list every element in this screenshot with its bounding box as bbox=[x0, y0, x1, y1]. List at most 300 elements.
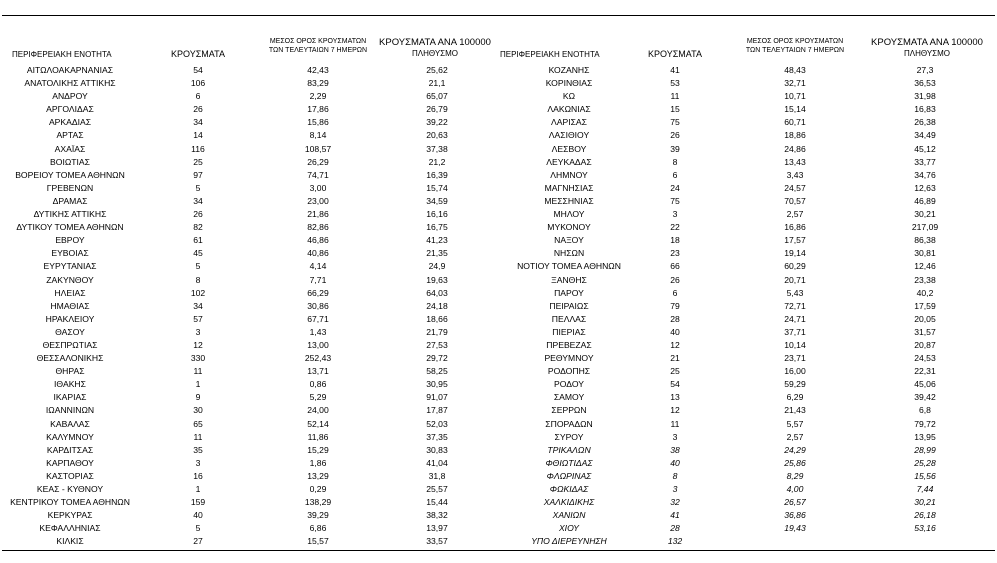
per100k-cell: 38,32 bbox=[426, 510, 448, 521]
header-avg-left bbox=[262, 38, 374, 55]
cases-cell: 21 bbox=[670, 353, 680, 364]
region-cell: ΣΑΜΟΥ bbox=[553, 392, 585, 403]
table-row bbox=[0, 444, 997, 457]
region-cell: ΜΥΚΟΝΟΥ bbox=[547, 222, 591, 233]
cases-cell: 1 bbox=[195, 379, 201, 390]
per100k-cell: 53,16 bbox=[914, 523, 936, 534]
per100k-cell: 12,63 bbox=[914, 182, 936, 193]
avg7-cell: 16,00 bbox=[784, 366, 806, 377]
region-cell: ΒΟΡΕΙΟΥ ΤΟΜΕΑ ΑΘΗΝΩΝ bbox=[15, 169, 125, 180]
region-cell: ΛΕΥΚΑΔΑΣ bbox=[546, 156, 592, 167]
avg7-cell: 19,14 bbox=[784, 248, 806, 259]
region-cell: ΚΟΖΑΝΗΣ bbox=[548, 65, 590, 75]
cases-cell: 25 bbox=[193, 156, 203, 167]
cases-cell: 102 bbox=[190, 287, 206, 298]
cases-cell: 6 bbox=[672, 287, 678, 298]
region-cell: ΦΘΙΩΤΙΔΑΣ bbox=[545, 457, 593, 468]
cases-cell: 24 bbox=[670, 182, 680, 193]
region-cell: ΚΑΣΤΟΡΙΑΣ bbox=[46, 470, 94, 481]
avg7-cell: 30,86 bbox=[307, 300, 329, 311]
cases-cell: 116 bbox=[191, 143, 205, 154]
avg7-cell: 26,57 bbox=[784, 497, 806, 508]
avg7-cell: 6,29 bbox=[786, 392, 804, 403]
cases-cell: 15 bbox=[670, 104, 680, 115]
cases-cell: 32 bbox=[670, 497, 680, 508]
region-cell: ΑΧΑΪΑΣ bbox=[54, 143, 86, 154]
cases-cell: 16 bbox=[193, 470, 203, 481]
cases-cell: 11 bbox=[670, 418, 680, 429]
header-avg-right bbox=[739, 38, 851, 55]
per100k-cell: 19,63 bbox=[426, 274, 448, 285]
per100k-cell: 65,07 bbox=[426, 91, 448, 102]
region-cell: ΔΥΤΙΚΗΣ ΑΤΤΙΚΗΣ bbox=[33, 209, 107, 220]
cases-cell: 53 bbox=[670, 78, 680, 89]
region-cell: ΠΕΛΛΑΣ bbox=[551, 313, 587, 324]
per100k-cell: 217,09 bbox=[911, 222, 939, 233]
region-cell: ΚΑΡΔΙΤΣΑΣ bbox=[46, 444, 94, 455]
header-avg-line1: ΜΕΣΟΣ ΟΡΟΣ ΚΡΟΥΣΜΑΤΩΝ bbox=[746, 38, 844, 45]
header-cases-left: ΚΡΟΥΣΜΑΤΑ bbox=[171, 49, 225, 59]
region-cell: ΕΒΡΟΥ bbox=[55, 235, 85, 246]
avg7-cell: 8,29 bbox=[786, 470, 804, 481]
table-row bbox=[0, 509, 997, 522]
per100k-cell: 91,07 bbox=[426, 392, 448, 403]
per100k-cell: 24,53 bbox=[914, 353, 936, 364]
region-cell: ΚΕΦΑΛΛΗΝΙΑΣ bbox=[39, 523, 101, 534]
cases-cell: 26 bbox=[670, 274, 680, 285]
cases-cell: 38 bbox=[670, 444, 680, 455]
cases-cell: 11 bbox=[193, 431, 203, 442]
cases-cell: 12 bbox=[670, 405, 680, 416]
cases-cell: 41 bbox=[670, 510, 680, 521]
per100k-cell: 20,05 bbox=[914, 313, 936, 324]
table-row bbox=[0, 169, 997, 182]
per100k-cell: 41,23 bbox=[426, 235, 448, 246]
cases-cell: 12 bbox=[670, 339, 680, 350]
cases-cell: 12 bbox=[193, 339, 203, 350]
cases-cell: 66 bbox=[670, 261, 680, 272]
per100k-cell: 24,18 bbox=[426, 300, 448, 311]
avg7-cell: 40,86 bbox=[307, 248, 329, 259]
region-cell: ΑΡΤΑΣ bbox=[56, 130, 84, 141]
region-cell: ΚΕΑΣ - ΚΥΘΝΟΥ bbox=[36, 484, 104, 494]
cases-cell: 13 bbox=[670, 392, 680, 403]
table-row bbox=[0, 391, 997, 404]
per100k-cell: 40,2 bbox=[916, 287, 934, 298]
region-cell: ΕΥΒΟΙΑΣ bbox=[51, 248, 89, 259]
table-row bbox=[0, 404, 997, 417]
cases-cell: 3 bbox=[672, 484, 678, 494]
region-cell: ΖΑΚΥΝΘΟΥ bbox=[46, 274, 94, 285]
region-cell: ΛΕΣΒΟΥ bbox=[551, 143, 587, 154]
cases-cell: 6 bbox=[672, 169, 678, 180]
table-row bbox=[0, 339, 997, 352]
cases-cell: 330 bbox=[190, 353, 206, 364]
cases-cell: 57 bbox=[193, 313, 203, 324]
region-cell: ΚΩ bbox=[562, 91, 576, 102]
avg7-cell: 24,86 bbox=[784, 143, 806, 154]
avg7-cell: 36,86 bbox=[784, 510, 806, 521]
region-cell: ΔΡΑΜΑΣ bbox=[52, 195, 88, 206]
per100k-cell: 46,89 bbox=[914, 195, 936, 206]
cases-cell: 9 bbox=[195, 392, 201, 403]
cases-cell: 25 bbox=[670, 366, 680, 377]
table-row bbox=[0, 103, 997, 116]
table-row bbox=[0, 143, 997, 156]
region-cell: ΑΝΑΤΟΛΙΚΗΣ ΑΤΤΙΚΗΣ bbox=[24, 78, 116, 89]
table-row bbox=[0, 208, 997, 221]
per100k-cell: 39,42 bbox=[914, 392, 936, 403]
per100k-cell: 25,28 bbox=[914, 457, 936, 468]
cases-cell: 75 bbox=[670, 117, 680, 128]
header-region-right: ΠΕΡΙΦΕΡΕΙΑΚΗ ΕΝΟΤΗΤΑ bbox=[500, 50, 600, 59]
per100k-cell: 31,57 bbox=[914, 326, 936, 337]
per100k-cell: 30,95 bbox=[426, 379, 448, 390]
region-cell: ΔΥΤΙΚΟΥ ΤΟΜΕΑ ΑΘΗΝΩΝ bbox=[16, 222, 124, 233]
per100k-cell: 27,3 bbox=[916, 65, 934, 75]
region-cell: ΜΑΓΝΗΣΙΑΣ bbox=[544, 182, 594, 193]
per100k-cell: 21,1 bbox=[428, 78, 446, 89]
cases-cell: 61 bbox=[193, 235, 203, 246]
per100k-cell: 37,35 bbox=[426, 431, 448, 442]
region-cell: ΜΗΛΟΥ bbox=[553, 209, 585, 220]
region-cell: ΘΕΣΣΑΛΟΝΙΚΗΣ bbox=[36, 353, 104, 364]
cases-cell: 35 bbox=[193, 444, 203, 455]
avg7-cell: 66,29 bbox=[307, 287, 329, 298]
per100k-cell: 58,25 bbox=[426, 366, 448, 377]
per100k-cell: 30,21 bbox=[914, 497, 936, 508]
table-row bbox=[0, 182, 997, 195]
cases-cell: 27 bbox=[193, 536, 203, 547]
per100k-cell: 17,59 bbox=[914, 300, 936, 311]
header-per100k-line2: ΠΛΗΘΥΣΜΟ bbox=[903, 48, 951, 58]
region-cell: ΚΕΡΚΥΡΑΣ bbox=[47, 510, 93, 521]
cases-cell: 5 bbox=[195, 261, 201, 272]
region-cell: ΚΑΛΥΜΝΟΥ bbox=[46, 431, 94, 442]
table-row bbox=[0, 116, 997, 129]
avg7-cell: 70,57 bbox=[784, 195, 806, 206]
region-cell: ΘΗΡΑΣ bbox=[55, 366, 85, 377]
cases-cell: 39 bbox=[670, 143, 680, 154]
per100k-cell: 27,53 bbox=[426, 339, 448, 350]
avg7-cell: 20,71 bbox=[784, 274, 806, 285]
avg7-cell: 21,86 bbox=[307, 209, 329, 220]
region-cell: ΝΟΤΙΟΥ ΤΟΜΕΑ ΑΘΗΝΩΝ bbox=[517, 261, 621, 272]
avg7-cell: 4,00 bbox=[786, 484, 804, 494]
per100k-cell: 33,57 bbox=[426, 536, 448, 547]
header-cases-right: ΚΡΟΥΣΜΑΤΑ bbox=[648, 49, 702, 59]
region-cell: ΠΕΙΡΑΙΩΣ bbox=[549, 300, 589, 311]
per100k-cell: 21,35 bbox=[426, 248, 448, 259]
cases-cell: 5 bbox=[195, 182, 201, 193]
table-row bbox=[0, 234, 997, 247]
cases-cell: 3 bbox=[195, 326, 201, 337]
cases-cell: 82 bbox=[193, 222, 203, 233]
avg7-cell: 1,86 bbox=[309, 457, 327, 468]
region-cell: ΤΡΙΚΑΛΩΝ bbox=[547, 444, 591, 455]
region-cell: ΕΥΡΥΤΑΝΙΑΣ bbox=[43, 261, 97, 272]
table-row bbox=[0, 326, 997, 339]
per100k-cell: 25,57 bbox=[426, 484, 448, 494]
per100k-cell: 18,66 bbox=[426, 313, 448, 324]
header-per100k-line1: ΚΡΟΥΣΜΑΤΑ ΑΝΑ 100000 bbox=[871, 37, 983, 48]
cases-cell: 3 bbox=[672, 209, 678, 220]
avg7-cell: 52,14 bbox=[307, 418, 329, 429]
avg7-cell: 60,29 bbox=[784, 261, 806, 272]
per100k-cell: 23,38 bbox=[914, 274, 936, 285]
per100k-cell: 26,18 bbox=[914, 510, 936, 521]
avg7-cell: 19,43 bbox=[784, 523, 806, 534]
table-row bbox=[0, 195, 997, 208]
avg7-cell: 8,14 bbox=[309, 130, 327, 141]
avg7-cell: 24,29 bbox=[784, 444, 806, 455]
avg7-cell: 82,86 bbox=[307, 222, 329, 233]
region-cell: ΑΝΔΡΟΥ bbox=[52, 91, 88, 102]
table-row bbox=[0, 496, 997, 509]
table-row bbox=[0, 287, 997, 300]
per100k-cell: 36,53 bbox=[914, 78, 936, 89]
per100k-cell: 30,21 bbox=[914, 209, 936, 220]
avg7-cell: 59,29 bbox=[784, 379, 806, 390]
per100k-cell: 79,72 bbox=[914, 418, 936, 429]
cases-cell: 8 bbox=[672, 156, 678, 167]
per100k-cell: 15,74 bbox=[426, 182, 448, 193]
avg7-cell: 0,29 bbox=[309, 484, 327, 494]
avg7-cell: 24,71 bbox=[784, 313, 806, 324]
avg7-cell: 25,86 bbox=[784, 457, 806, 468]
per100k-cell: 15,56 bbox=[914, 470, 936, 481]
region-cell: ΥΠΟ ΔΙΕΡΕΥΝΗΣΗ bbox=[531, 536, 607, 547]
table-row bbox=[0, 77, 997, 90]
per100k-cell: 13,95 bbox=[914, 431, 936, 442]
cases-cell: 97 bbox=[193, 169, 203, 180]
avg7-cell: 17,86 bbox=[307, 104, 329, 115]
table-row bbox=[0, 260, 997, 273]
cases-cell: 159 bbox=[190, 497, 206, 508]
region-cell: ΚΑΒΑΛΑΣ bbox=[50, 418, 90, 429]
bottom-rule bbox=[2, 550, 995, 551]
per100k-cell: 12,46 bbox=[914, 261, 936, 272]
per100k-cell: 34,49 bbox=[914, 130, 936, 141]
region-cell: ΧΑΛΚΙΔΙΚΗΣ bbox=[543, 497, 595, 508]
avg7-cell: 23,71 bbox=[784, 353, 806, 364]
table-row bbox=[0, 431, 997, 444]
per100k-cell: 20,63 bbox=[426, 130, 448, 141]
region-cell: ΚΟΡΙΝΘΙΑΣ bbox=[545, 78, 593, 89]
avg7-cell: 23,00 bbox=[307, 195, 329, 206]
avg7-cell: 16,86 bbox=[784, 222, 806, 233]
region-cell: ΧΙΟΥ bbox=[558, 523, 580, 534]
avg7-cell: 83,29 bbox=[307, 78, 329, 89]
avg7-cell: 2,57 bbox=[786, 209, 804, 220]
region-cell: ΧΑΝΙΩΝ bbox=[552, 510, 586, 521]
region-cell: ΘΑΣΟΥ bbox=[55, 326, 85, 337]
avg7-cell: 42,43 bbox=[307, 65, 329, 75]
avg7-cell: 108,57 bbox=[304, 143, 332, 154]
table-row bbox=[0, 535, 997, 548]
region-cell: ΦΩΚΙΔΑΣ bbox=[549, 484, 589, 494]
avg7-cell: 138,29 bbox=[304, 497, 332, 508]
avg7-cell: 60,71 bbox=[784, 117, 806, 128]
avg7-cell: 24,57 bbox=[784, 182, 806, 193]
cases-cell: 132 bbox=[667, 536, 683, 547]
per100k-cell: 25,62 bbox=[426, 65, 448, 75]
cases-cell: 26 bbox=[670, 130, 680, 141]
table-row bbox=[0, 457, 997, 470]
avg7-cell: 2,29 bbox=[309, 91, 327, 102]
region-cell: ΡΟΔΟΥ bbox=[554, 379, 584, 390]
header-avg-line1: ΜΕΣΟΣ ΟΡΟΣ ΚΡΟΥΣΜΑΤΩΝ bbox=[269, 38, 367, 45]
region-cell: ΝΗΣΩΝ bbox=[553, 248, 585, 259]
per100k-cell: 6,8 bbox=[919, 405, 931, 416]
region-cell: ΑΡΚΑΔΙΑΣ bbox=[48, 117, 92, 128]
per100k-cell: 64,03 bbox=[426, 287, 448, 298]
cases-cell: 6 bbox=[195, 91, 201, 102]
per100k-cell: 20,87 bbox=[914, 339, 936, 350]
region-cell: ΛΑΣΙΘΙΟΥ bbox=[548, 130, 590, 141]
per100k-cell: 26,38 bbox=[914, 117, 936, 128]
per100k-cell: 29,72 bbox=[426, 353, 448, 364]
region-cell: ΛΗΜΝΟΥ bbox=[550, 169, 588, 180]
avg7-cell: 48,43 bbox=[784, 65, 806, 75]
per100k-cell: 17,87 bbox=[426, 405, 448, 416]
per100k-cell: 28,99 bbox=[914, 444, 936, 455]
table-row bbox=[0, 64, 997, 77]
header-per100k-left bbox=[376, 38, 494, 59]
per100k-cell: 45,12 bbox=[914, 143, 936, 154]
per100k-cell: 16,83 bbox=[914, 104, 936, 115]
table-row bbox=[0, 365, 997, 378]
avg7-cell: 74,71 bbox=[307, 169, 329, 180]
region-cell: ΞΑΝΘΗΣ bbox=[551, 274, 587, 285]
avg7-cell: 15,29 bbox=[307, 444, 329, 455]
per100k-cell: 31,8 bbox=[428, 470, 446, 481]
per100k-cell: 52,03 bbox=[426, 418, 448, 429]
cases-cell: 34 bbox=[193, 300, 203, 311]
header-per100k-line1: ΚΡΟΥΣΜΑΤΑ ΑΝΑ 100000 bbox=[379, 37, 491, 48]
avg7-cell: 13,00 bbox=[307, 339, 329, 350]
avg7-cell: 72,71 bbox=[784, 300, 806, 311]
header-avg-line2: ΤΩΝ ΤΕΛΕΥΤΑΙΩΝ 7 ΗΜΕΡΩΝ bbox=[268, 46, 368, 54]
region-cell: ΗΡΑΚΛΕΙΟΥ bbox=[45, 313, 95, 324]
cases-cell: 45 bbox=[193, 248, 203, 259]
region-cell: ΡΕΘΥΜΝΟΥ bbox=[544, 353, 594, 364]
region-cell: ΛΑΡΙΣΑΣ bbox=[551, 117, 587, 128]
table-row bbox=[0, 522, 997, 535]
avg7-cell: 13,43 bbox=[784, 156, 806, 167]
region-cell: ΒΟΙΩΤΙΑΣ bbox=[50, 156, 90, 167]
avg7-cell: 13,71 bbox=[307, 366, 329, 377]
avg7-cell: 2,57 bbox=[786, 431, 804, 442]
table-row bbox=[0, 247, 997, 260]
table-row bbox=[0, 274, 997, 287]
cases-cell: 41 bbox=[670, 65, 680, 75]
cases-cell: 34 bbox=[193, 195, 203, 206]
table-row bbox=[0, 156, 997, 169]
avg7-cell: 21,43 bbox=[784, 405, 806, 416]
per100k-cell: 34,59 bbox=[426, 195, 448, 206]
cases-cell: 22 bbox=[670, 222, 680, 233]
table-row bbox=[0, 418, 997, 431]
region-cell: ΙΩΑΝΝΙΝΩΝ bbox=[45, 405, 95, 416]
per100k-cell: 15,44 bbox=[426, 497, 448, 508]
region-cell: ΙΘΑΚΗΣ bbox=[54, 379, 86, 390]
cases-cell: 40 bbox=[670, 457, 680, 468]
per100k-cell: 21,2 bbox=[428, 156, 446, 167]
region-cell: ΚΕΝΤΡΙΚΟΥ ΤΟΜΕΑ ΑΘΗΝΩΝ bbox=[10, 497, 130, 508]
region-cell: ΗΜΑΘΙΑΣ bbox=[50, 300, 90, 311]
avg7-cell: 252,43 bbox=[304, 353, 332, 364]
header-region-left: ΠΕΡΙΦΕΡΕΙΑΚΗ ΕΝΟΤΗΤΑ bbox=[12, 50, 112, 59]
per100k-cell: 31,98 bbox=[914, 91, 936, 102]
table-row bbox=[0, 470, 997, 483]
cases-cell: 8 bbox=[672, 470, 678, 481]
avg7-cell: 67,71 bbox=[307, 313, 329, 324]
avg7-cell: 4,14 bbox=[309, 261, 327, 272]
per100k-cell: 26,79 bbox=[426, 104, 448, 115]
header-avg-line2: ΤΩΝ ΤΕΛΕΥΤΑΙΩΝ 7 ΗΜΕΡΩΝ bbox=[745, 46, 845, 54]
region-cell: ΚΙΛΚΙΣ bbox=[56, 536, 84, 547]
cases-cell: 79 bbox=[670, 300, 680, 311]
cases-cell: 106 bbox=[190, 78, 206, 89]
region-cell: ΡΟΔΟΠΗΣ bbox=[547, 366, 591, 377]
cases-cell: 26 bbox=[193, 209, 203, 220]
avg7-cell: 24,00 bbox=[307, 405, 329, 416]
avg7-cell: 7,71 bbox=[309, 274, 327, 285]
region-cell: ΦΛΩΡΙΝΑΣ bbox=[546, 470, 592, 481]
per100k-cell: 16,75 bbox=[426, 222, 448, 233]
avg7-cell: 6,86 bbox=[309, 523, 327, 534]
cases-cell: 3 bbox=[195, 457, 201, 468]
cases-cell: 3 bbox=[672, 431, 678, 442]
table-row bbox=[0, 221, 997, 234]
per100k-cell: 21,79 bbox=[426, 326, 448, 337]
region-cell: ΓΡΕΒΕΝΩΝ bbox=[46, 182, 94, 193]
region-cell: ΠΑΡΟΥ bbox=[554, 287, 584, 298]
per100k-cell: 16,16 bbox=[426, 209, 448, 220]
region-cell: ΘΕΣΠΡΩΤΙΑΣ bbox=[42, 339, 98, 350]
cases-cell: 75 bbox=[670, 195, 680, 206]
avg7-cell: 37,71 bbox=[784, 326, 806, 337]
region-cell: ΑΙΤΩΛΟΑΚΑΡΝΑΝΙΑΣ bbox=[26, 65, 114, 75]
avg7-cell: 46,86 bbox=[307, 235, 329, 246]
avg7-cell: 5,43 bbox=[786, 287, 804, 298]
per100k-cell: 45,06 bbox=[914, 379, 936, 390]
cases-cell: 65 bbox=[193, 418, 203, 429]
avg7-cell: 13,29 bbox=[307, 470, 329, 481]
cases-cell: 28 bbox=[670, 313, 680, 324]
per100k-cell: 30,83 bbox=[426, 444, 448, 455]
avg7-cell: 0,86 bbox=[309, 379, 327, 390]
cases-cell: 5 bbox=[195, 523, 201, 534]
per100k-cell: 7,44 bbox=[916, 484, 934, 494]
per100k-cell: 30,81 bbox=[914, 248, 936, 259]
region-cell: ΚΑΡΠΑΘΟΥ bbox=[46, 457, 94, 468]
avg7-cell: 15,86 bbox=[307, 117, 329, 128]
avg7-cell: 3,43 bbox=[786, 169, 804, 180]
avg7-cell: 5,57 bbox=[786, 418, 804, 429]
cases-cell: 18 bbox=[670, 235, 680, 246]
top-rule bbox=[2, 15, 995, 16]
avg7-cell: 32,71 bbox=[784, 78, 806, 89]
region-cell: ΝΑΞΟΥ bbox=[554, 235, 584, 246]
per100k-cell: 24,9 bbox=[428, 261, 446, 272]
per100k-cell: 39,22 bbox=[426, 117, 448, 128]
avg7-cell: 3,00 bbox=[309, 182, 327, 193]
avg7-cell: 10,14 bbox=[784, 339, 806, 350]
cases-cell: 8 bbox=[195, 274, 201, 285]
cases-cell: 11 bbox=[670, 91, 680, 102]
